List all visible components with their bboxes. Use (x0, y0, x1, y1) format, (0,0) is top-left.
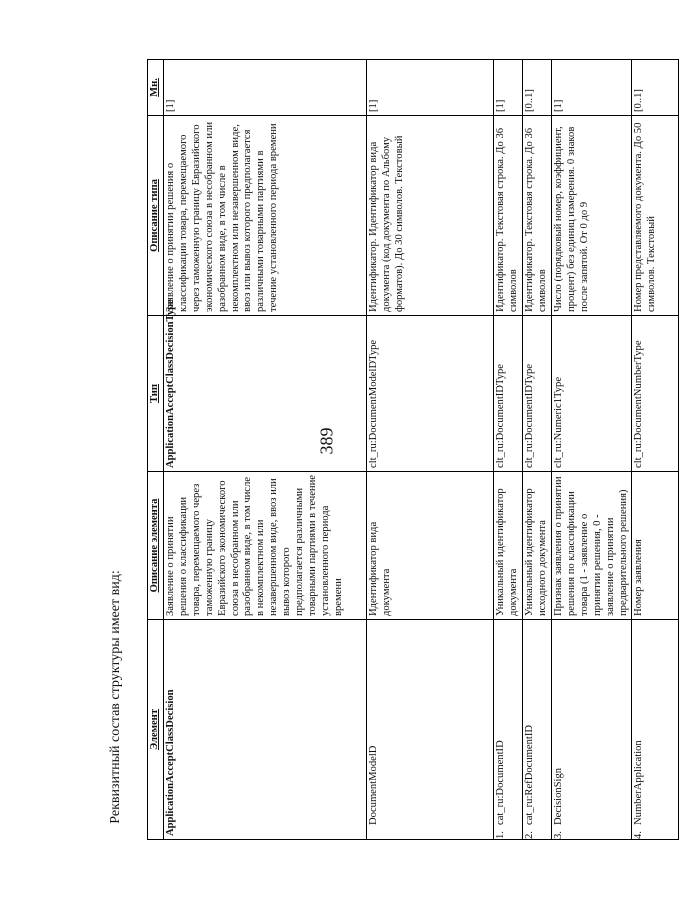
structure-table-container (147, 60, 658, 840)
cell-type: clt_ru:DocumentNumberType (632, 316, 679, 472)
table-row (551, 60, 632, 840)
cell-type-description: Идентификатор. Текстовая строка. До 36 символов (493, 116, 522, 316)
cell-type-description: Идентификатор. Текстовая строка. До 36 символов (522, 116, 551, 316)
cell-multiplicity: [1] (163, 60, 366, 116)
intro-text: Реквизитный состав структуры имеет вид: (108, 570, 123, 824)
cell-multiplicity: [1] (493, 60, 522, 116)
cell-type-description: Заявление о принятии решения о классификации товара, перемещаемого через таможенную границу Евразийского экономического союза в несобранном или разобранном виде, в том числе в некомплектном или незавершенном виде, ввоз или вывоз которого предполагается различными товарными партиями в течение установленного периода времени (163, 116, 366, 316)
element-name: DecisionSign (552, 767, 564, 825)
cell-element (493, 620, 522, 840)
table-header-row (148, 60, 164, 840)
cell-type: ApplicationAcceptClassDecisionType (163, 316, 366, 472)
cell-description: Уникальный идентификатор исходного документа (522, 472, 551, 620)
cell-description: Заявление о принятии решения о классификации товара, перемещаемого через таможенную границу Евразийского экономического союза в несобранном или разобранном виде, в том числе в некомплектном или незавершенном виде, ввоз или вывоз которого предполагается различными товарными партиями в течение установленного периода времени (163, 472, 366, 620)
cell-multiplicity: [0..1] (632, 60, 679, 116)
header-type: Тип (148, 316, 164, 472)
header-element-description: Описание элемента (148, 472, 164, 620)
cell-description: Идентификатор вида документа (366, 472, 493, 620)
row-number: 4. (633, 831, 645, 839)
table-row-root (163, 60, 366, 840)
cell-type: clt_ru:DocumentIDType (493, 316, 522, 472)
cell-description: Уникальный идентификатор документа (493, 472, 522, 620)
table-row (522, 60, 551, 840)
header-multiplicity: Мн. (148, 60, 164, 116)
cell-type: clt_ru:DocumentModelDType (366, 316, 493, 472)
table-row (366, 60, 493, 840)
element-name: DocumentModelD (367, 745, 379, 825)
element-name: cat_ru:RefDocumentID (523, 724, 535, 825)
cell-type: clt_ru:DocumentIDType (522, 316, 551, 472)
element-name: NumberApplication (633, 740, 645, 825)
table-row (493, 60, 522, 840)
cell-element: ApplicationAcceptClassDecision (163, 620, 366, 840)
row-number: 3. (552, 831, 564, 839)
header-type-description: Описание типа (148, 116, 164, 316)
cell-element (522, 620, 551, 840)
page-number: 389 (316, 427, 337, 455)
cell-type-description: Номер представляемого документа. До 50 символов. Текстовый (632, 116, 679, 316)
cell-type-description: Число (порядковый номер, коэффициент, процент) без единиц измерения. 0 знаков после запятой. От 0 до 9 (551, 116, 632, 316)
cell-multiplicity: [0..1] (522, 60, 551, 116)
cell-element (632, 620, 679, 840)
cell-element (551, 620, 632, 840)
row-number: 2. (523, 831, 535, 839)
table-row (632, 60, 679, 840)
cell-type-description: Идентификатор. Идентификатор вида документа (код документа по Альбому форматов). До 30 символов. Текстовый (366, 116, 493, 316)
cell-multiplicity: [1] (366, 60, 493, 116)
cell-element (366, 620, 493, 840)
cell-multiplicity: [1] (551, 60, 632, 116)
header-element: Элемент (148, 620, 164, 840)
structure-table (147, 59, 679, 840)
element-name: cat_ru:DocumentID (494, 740, 506, 825)
row-number: 1. (494, 831, 506, 839)
cell-description: Признак заявления о принятии решения по классификации товара (1 - заявление о принятии решения, 0 - заявление о принятии предварительного решения) (551, 472, 632, 620)
cell-type: clt_ru:Numeric1Type (551, 316, 632, 472)
cell-description: Номер заявления (632, 472, 679, 620)
